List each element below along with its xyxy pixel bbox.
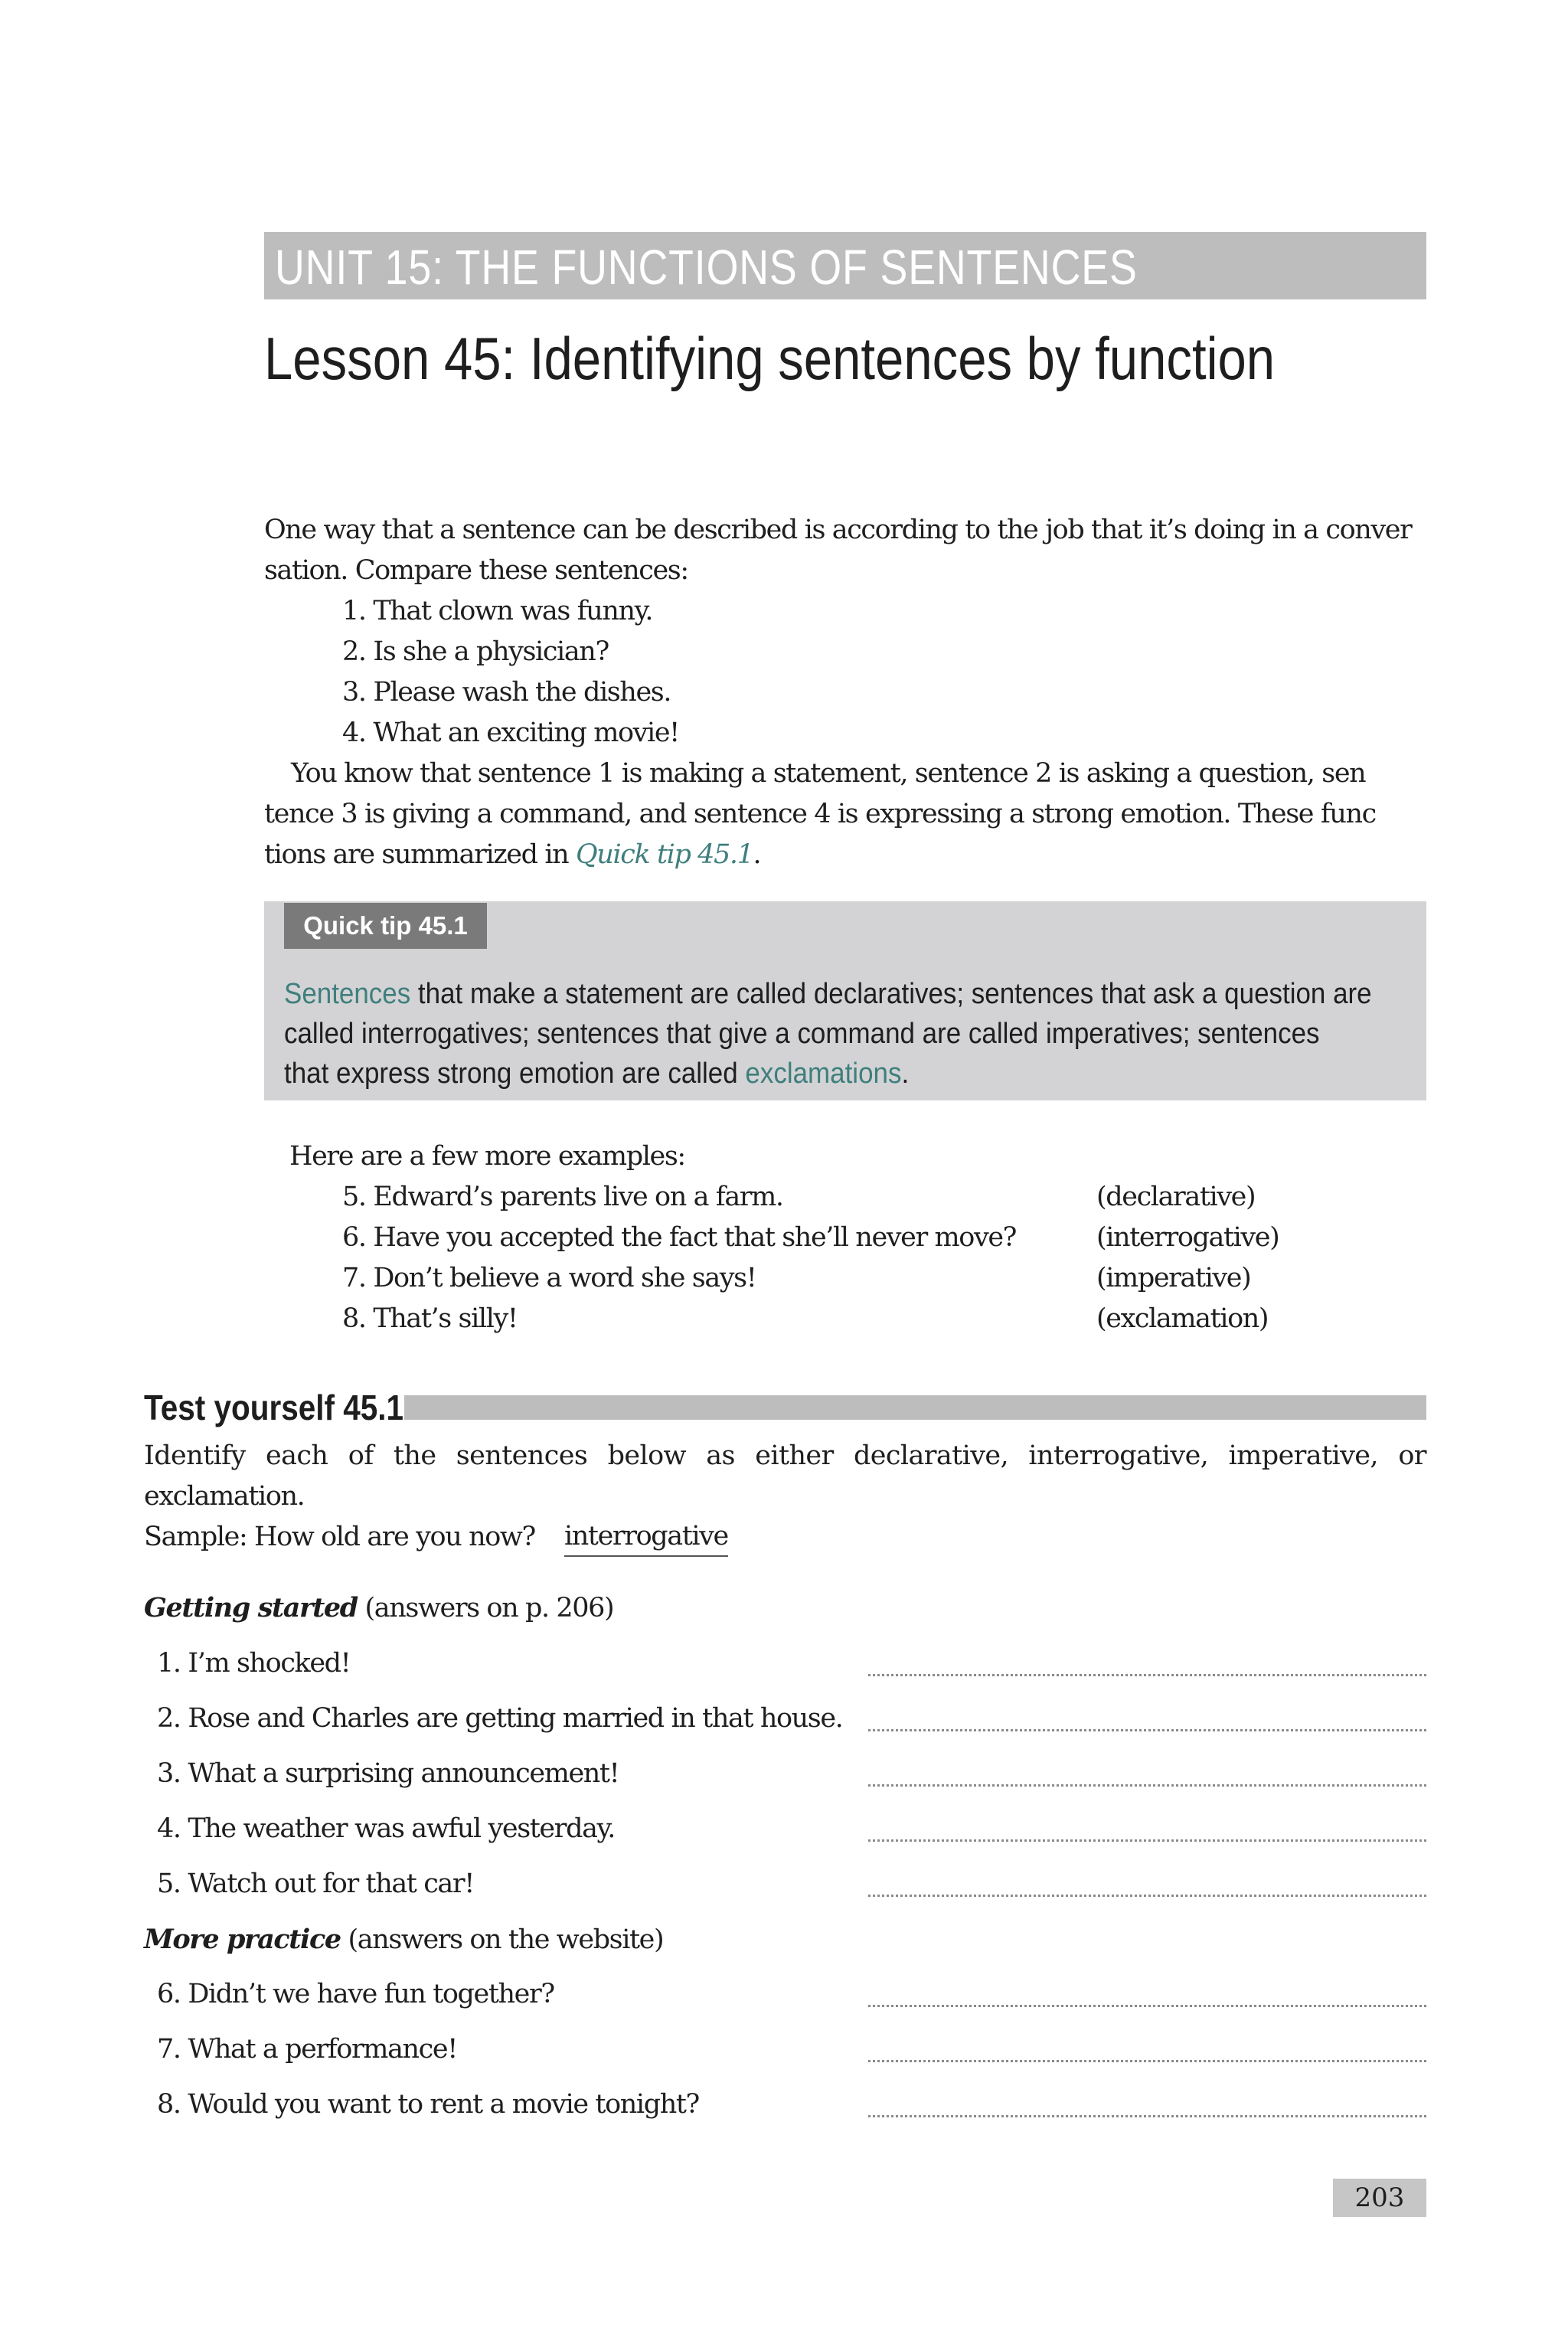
test-yourself-bar xyxy=(404,1395,1426,1420)
exercise-item-3: 3. What a surprising announcement! xyxy=(157,1758,619,1789)
more-example-type-5: (declarative) xyxy=(1096,1182,1256,1212)
quick-tip-reference-link[interactable]: Quick tip 45.1 xyxy=(576,839,753,870)
getting-started-label: Getting started xyxy=(144,1592,358,1623)
getting-started-line xyxy=(144,1587,613,1629)
instruction-word: interrogative, xyxy=(1028,1440,1209,1471)
exercise-item-1: 1. I’m shocked! xyxy=(157,1648,351,1679)
answer-line-3[interactable] xyxy=(868,1784,1426,1787)
more-practice-label: More practice xyxy=(144,1924,341,1955)
para2-line-3-text: tions are summarized in xyxy=(264,839,577,870)
test-instruction-line-1 xyxy=(144,1436,1426,1476)
instruction-word: each xyxy=(266,1440,328,1471)
answer-line-6[interactable] xyxy=(868,2005,1426,2007)
instruction-word: imperative, xyxy=(1228,1440,1378,1471)
more-example-sentence-8: 8. That’s silly! xyxy=(342,1303,518,1334)
exercise-item-4: 4. The weather was awful yesterday. xyxy=(157,1813,615,1844)
exercise-item-7: 7. What a performance! xyxy=(157,2034,457,2065)
page-number-box xyxy=(1333,2179,1426,2217)
quick-tip-line-2: called interrogatives; sentences that give a command are called imperatives; sentences xyxy=(284,1018,1320,1050)
instruction-word: as xyxy=(706,1440,735,1471)
quick-tip-line-3-text: that express strong emotion are called xyxy=(284,1058,746,1090)
quick-tip-label: Quick tip 45.1 xyxy=(303,911,468,940)
more-example-sentence-6: 6. Have you accepted the fact that she’ll never move? xyxy=(342,1222,1017,1253)
para2-line-1: You know that sentence 1 is making a statement, sentence 2 is asking a question, sen xyxy=(291,758,1366,789)
quick-tip-box xyxy=(264,901,1426,1100)
instruction-word: of xyxy=(348,1440,374,1471)
instruction-word: the xyxy=(393,1440,436,1471)
intro-line-1: One way that a sentence can be described is according to the job that it’s doing in a conver xyxy=(264,515,1412,545)
more-practice-note: (answers on the website) xyxy=(340,1924,664,1955)
more-example-type-8: (exclamation) xyxy=(1096,1303,1269,1334)
instruction-word: sentences xyxy=(456,1440,588,1471)
answer-line-1[interactable] xyxy=(868,1674,1426,1676)
sentences-glossary-link[interactable]: Sentences xyxy=(284,978,411,1010)
answer-line-5[interactable] xyxy=(868,1895,1426,1897)
quick-tip-line-3 xyxy=(284,1054,909,1094)
getting-started-note: (answers on p. 206) xyxy=(357,1593,614,1623)
example-item-1: 1. That clown was funny. xyxy=(342,596,653,626)
instruction-word: below xyxy=(607,1440,686,1471)
sample-label: Sample: How old are you now? xyxy=(144,1522,535,1552)
more-example-type-6: (interrogative) xyxy=(1096,1222,1279,1253)
more-example-sentence-7: 7. Don’t believe a word she says! xyxy=(342,1263,756,1293)
answer-line-4[interactable] xyxy=(868,1839,1426,1842)
test-instruction-line-2: exclamation. xyxy=(144,1481,305,1512)
exercise-item-6: 6. Didn’t we have fun together? xyxy=(157,1979,554,2009)
exercise-item-5: 5. Watch out for that car! xyxy=(157,1869,474,1899)
unit-title: UNIT 15: THE FUNCTIONS OF SENTENCES xyxy=(275,240,1138,295)
para2-line-3-end: . xyxy=(753,839,761,870)
instruction-word: either xyxy=(755,1440,834,1471)
instruction-word: Identify xyxy=(144,1440,246,1471)
answer-line-8[interactable] xyxy=(868,2115,1426,2117)
exercise-item-2: 2. Rose and Charles are getting married in that house. xyxy=(157,1703,843,1734)
test-yourself-heading: Test yourself 45.1 xyxy=(144,1388,403,1427)
unit-banner xyxy=(264,232,1426,299)
answer-line-7[interactable] xyxy=(868,2060,1426,2062)
more-practice-line xyxy=(144,1919,663,1960)
lesson-title: Lesson 45: Identifying sentences by function xyxy=(264,325,1276,392)
para2-line-3 xyxy=(264,835,760,875)
answer-line-2[interactable] xyxy=(868,1729,1426,1731)
quick-tip-label-box xyxy=(284,903,487,949)
sample-answer: interrogative xyxy=(564,1517,728,1557)
intro-line-2: sation. Compare these sentences: xyxy=(264,555,688,586)
example-item-3: 3. Please wash the dishes. xyxy=(342,677,671,708)
instruction-word: or xyxy=(1398,1440,1426,1471)
para2-line-2: tence 3 is giving a command, and sentence 4 is expressing a strong emotion. These func xyxy=(264,799,1376,829)
more-example-type-7: (imperative) xyxy=(1096,1263,1251,1293)
more-example-sentence-5: 5. Edward’s parents live on a farm. xyxy=(342,1182,783,1212)
quick-tip-line-1 xyxy=(284,974,1372,1014)
exercise-item-8: 8. Would you want to rent a movie tonight? xyxy=(157,2089,699,2120)
page-number: 203 xyxy=(1354,2182,1405,2213)
instruction-word: declarative, xyxy=(854,1440,1009,1471)
quick-tip-line-3-end: . xyxy=(901,1058,910,1090)
example-item-4: 4. What an exciting movie! xyxy=(342,718,679,748)
example-item-2: 2. Is she a physician? xyxy=(342,636,609,667)
more-examples-intro: Here are a few more examples: xyxy=(289,1141,685,1172)
exclamations-glossary-link[interactable]: exclamations xyxy=(745,1058,902,1090)
quick-tip-line-1-text: that make a statement are called declaratives; sentences that ask a question are xyxy=(410,978,1372,1010)
